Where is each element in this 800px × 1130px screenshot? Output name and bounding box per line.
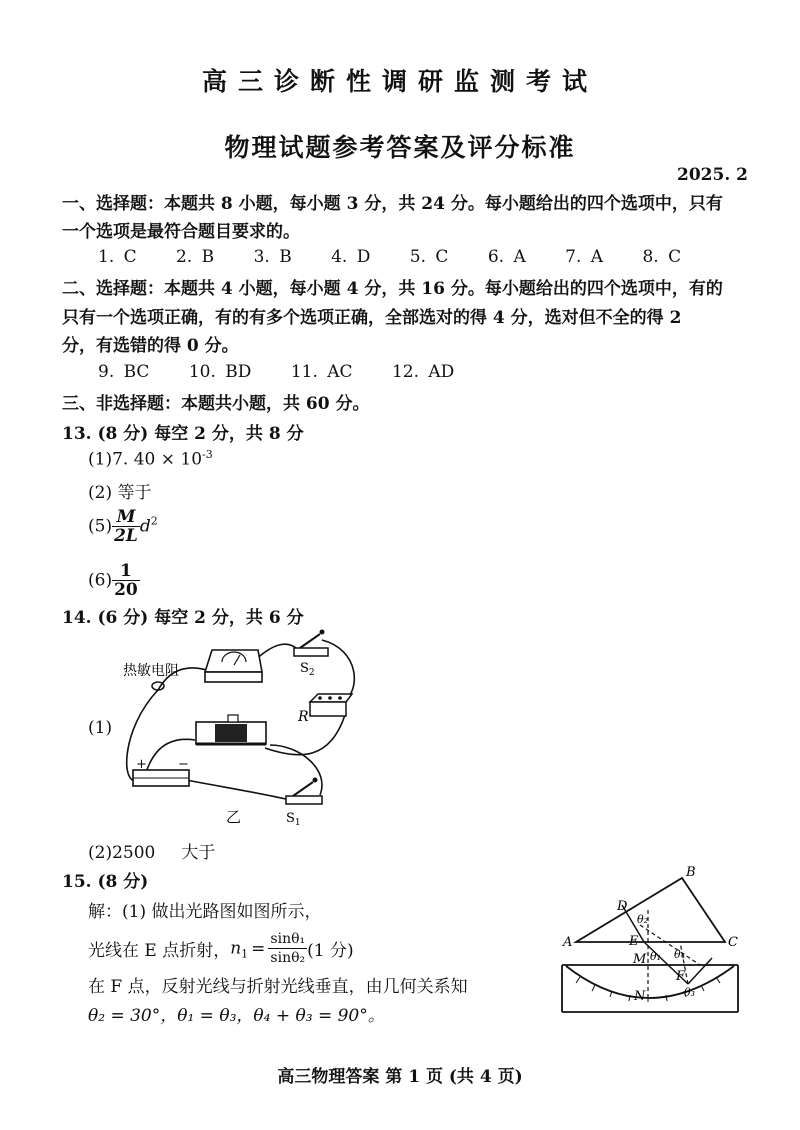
answer-6: 6. A <box>487 247 526 267</box>
glass-block <box>562 965 738 1012</box>
answer-11: 11. AC <box>290 362 353 382</box>
q13-a1-exp: -3 <box>202 448 213 461</box>
label-theta3: θ₃ <box>684 986 696 999</box>
section3-heading: 三、非选择题：本题共小题，共 60 分。 <box>62 394 370 414</box>
q15-line1: 解：(1) 做出光路图如图所示， <box>88 902 322 922</box>
label-M: M <box>633 952 647 967</box>
label-B: B <box>686 865 696 880</box>
answer-12: 12. AD <box>391 362 455 382</box>
q13-a6-den: 20 <box>114 580 138 600</box>
answer-10: 10. BD <box>188 362 252 382</box>
q13-a1-value: 7. 40 × 10 <box>112 449 203 470</box>
q14-a2-label: (2) <box>88 843 113 863</box>
answer-3: 3. B <box>253 247 292 267</box>
q15-equals: = <box>251 938 266 959</box>
answer-2: 2. B <box>176 247 215 267</box>
exam-date: 2025. 2 <box>677 165 748 185</box>
q15-snell-den: sinθ₂ <box>270 950 306 966</box>
answer-5: 5. C <box>409 247 449 267</box>
page-footer: 高三物理答案 第 1 页 (共 4 页) <box>277 1067 523 1087</box>
section2-heading-line1: 二、选择题：本题共 4 小题，每小题 4 分，共 16 分。每小题给出的四个选项中，有的 <box>62 279 723 299</box>
q13-a5-num: M <box>112 508 140 527</box>
q15-snell-num: sinθ₁ <box>270 931 306 947</box>
q13-answer-2: (2) 等于 <box>88 483 152 503</box>
label-A: A <box>563 935 573 950</box>
prism-triangle <box>576 878 725 942</box>
answer-1: 1. C <box>98 247 137 267</box>
q13-a5-label: (5) <box>88 516 113 537</box>
label-D: D <box>617 899 628 914</box>
label-theta1: θ₁ <box>650 950 662 963</box>
fig-s1-label: $S_1$ <box>286 811 301 828</box>
q14-a2-text: 大于 <box>181 843 216 863</box>
fig-r-label: R <box>298 709 309 725</box>
section1-heading-line1: 一、选择题：本题共 8 小题，每小题 3 分，共 24 分。每小题给出的四个选项中，只有 <box>62 194 723 214</box>
exam-title: 高三诊断性调研监测考试 <box>201 67 598 96</box>
q15-line3: 在 F 点，反射光线与折射光线垂直，由几何关系知 <box>88 977 468 997</box>
fig-plus-label: + <box>136 757 147 772</box>
q13-a6-num: 1 <box>112 562 140 581</box>
answer-4: 4. D <box>331 247 371 267</box>
fig-caption: 乙 <box>226 808 242 826</box>
q15-line2-text: 光线在 E 点折射， <box>88 941 231 961</box>
q15-line2-score: (1 分) <box>307 941 354 961</box>
q15-line4: θ₂ = 30°，θ₁ = θ₃，θ₄ + θ₃ = 90°。 <box>88 1006 385 1026</box>
q13-a1-label: (1) <box>88 449 113 470</box>
q14-header-text: 14. (6 分) 每空 2 分，共 6 分 <box>62 608 304 628</box>
q13-a5-tail: d <box>139 516 151 537</box>
answer-7: 7. A <box>565 247 604 267</box>
label-C: C <box>728 935 738 950</box>
answer-key-title: 物理试题参考答案及评分标准 <box>224 133 576 162</box>
fig-thermistor-label: 热敏电阻 <box>123 663 179 679</box>
section2-heading-line3: 分，有选错的得 0 分。 <box>62 336 239 356</box>
q15-n-sub: 1 <box>241 947 249 961</box>
q14-a1-label: (1) <box>88 718 113 738</box>
label-F: F <box>676 969 686 984</box>
label-N: N <box>634 989 646 1004</box>
fig-minus-label: − <box>178 757 189 772</box>
section2-heading-line2: 只有一个选项正确，有的有多个选项正确，全部选对的得 4 分，选对但不全的得 2 <box>62 308 682 328</box>
q13-a5-tail-exp: 2 <box>150 514 158 528</box>
answer-8: 8. C <box>642 247 682 267</box>
q13-a6-label: (6) <box>88 570 113 591</box>
label-theta4: θ₄ <box>674 948 686 961</box>
q15-header-text: 15. (8 分) <box>62 872 149 892</box>
label-E: E <box>629 934 639 949</box>
q13-a5-den: 2L <box>114 526 138 546</box>
section1-heading-line2: 一个选项是最符合题目要求的。 <box>62 222 300 242</box>
q15-n-symbol: n <box>230 938 242 959</box>
answer-9: 9. BC <box>98 362 150 382</box>
label-theta2: θ₂ <box>637 913 649 926</box>
fig-s2-label: $S_2$ <box>300 661 315 678</box>
q13-header-text: 13. (8 分) 每空 2 分，共 8 分 <box>62 424 304 444</box>
q14-a2-value: 2500 <box>112 843 156 863</box>
